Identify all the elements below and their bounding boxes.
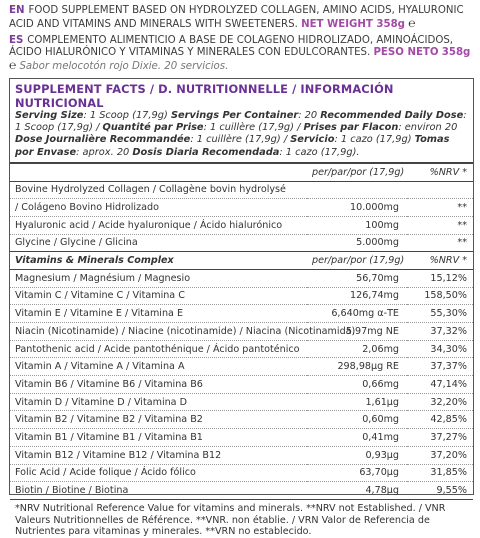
nutrient-name: Hyaluronic acid / Acide hyaluronique / Ácido hialurónico (10, 216, 307, 234)
nutrient-value: 0,66mg (307, 376, 407, 394)
nutrient-name: Magnesium / Magnésium / Magnesio (10, 269, 307, 287)
servings-per-container-value: : 20 (298, 110, 318, 121)
nutrient-value: 1,61µg (307, 393, 407, 411)
nutrient-nrv: 9,55% (407, 482, 473, 500)
nutrient-nrv: 31,85% (407, 464, 473, 482)
nutrient-name: Vitamin C / Vitamine C / Vitamina C (10, 287, 307, 305)
table-row (10, 216, 473, 234)
servings-per-container-label: Servings Per Container (170, 110, 299, 121)
lang-code-en: EN (9, 5, 25, 16)
nutrient-name: Glycine / Glycine / Glicina (10, 234, 307, 252)
supplement-facts-panel (9, 78, 474, 538)
nutrient-value: 0,41mg (307, 429, 407, 447)
nutrient-nrv: ** (407, 216, 473, 234)
quantite-prise-label: Quantité par Prise (102, 122, 204, 134)
net-weight-es-label: PESO NETO (373, 46, 439, 58)
table-row (10, 234, 473, 252)
serving-info (10, 110, 473, 159)
table-row (10, 181, 473, 199)
nutrition-table (10, 164, 473, 500)
quantite-prise-value: : 1 cuillère (17,9g) / (203, 122, 301, 134)
nutrient-name: Pantothenic acid / Acide pantothénique / Ácido pantoténico (10, 340, 307, 358)
section-title: Vitamins & Minerals Complex (10, 252, 307, 270)
nutrient-name: Bovine Hydrolyzed Collagen / Collagène bovin hydrolysé (10, 181, 307, 199)
nutrient-name: Vitamin B6 / Vitamine B6 / Vitamina B6 (10, 376, 307, 394)
recommended-dose-value: : 1 Scoop (17,9g) / (15, 110, 467, 134)
nutrient-value: 10.000mg (307, 199, 407, 217)
nutrient-name: Vitamin A / Vitamine A / Vitamina A (10, 358, 307, 376)
table-row (10, 411, 473, 429)
flavor-text: Sabor melocotón rojo Dixie. 20 servicios. (19, 61, 229, 73)
footnote: *NRV Nutritional Reference Value for vitamins and minerals. **NRV not Established. / VNR Valeurs Nutritionnelles de Référence. **VNR. non établie. / VRN Valor de Referencia de Nutrientes para vitaminas y minerales. **VRN no establecido. (15, 502, 446, 538)
nutrient-value: 100mg (307, 216, 407, 234)
description-es (9, 35, 474, 74)
column-header-blank (10, 164, 307, 181)
estimated-sign-icon-es: ℮ (9, 58, 17, 73)
nutrient-nrv: ** (407, 199, 473, 217)
recommended-dose-label: Recommended Daily Dose (320, 110, 464, 121)
table-row (10, 340, 473, 358)
table-row (10, 464, 473, 482)
column-header-value: per/par/por (17,9g) (307, 164, 407, 181)
nutrient-value: 63,70µg (307, 464, 407, 482)
facts-title: SUPPLEMENT FACTS / D. NUTRITIONNELLE / INFORMACIÓN NUTRICIONAL (15, 82, 394, 110)
table-row (10, 305, 473, 323)
description-en (9, 5, 474, 32)
dosis-diaria-value: : 1 cazo (17,9g). (279, 146, 360, 158)
servicio-value: : 1 cazo (17,9g) (334, 134, 412, 146)
servicio-label: Servicio (290, 134, 335, 146)
nutrient-value: 4,78µg (307, 482, 407, 500)
table-row (10, 393, 473, 411)
nutrient-value: 6,640mg α-TE (307, 305, 407, 323)
section-nrv-header: %NRV * (407, 252, 473, 270)
nutrient-nrv: 37,32% (407, 323, 473, 341)
column-header-nrv: %NRV * (407, 164, 473, 181)
nutrient-name: Vitamin B2 / Vitamine B2 / Vitamina B2 (10, 411, 307, 429)
section-value-header: per/par/por (17,9g) (307, 252, 407, 270)
nutrient-value: 2,06mg (307, 340, 407, 358)
table-row (10, 376, 473, 394)
table-row (10, 429, 473, 447)
nutrient-name: Niacin (Nicotinamide) / Niacine (nicotinamide) / Niacina (Nicotinamida) (10, 323, 307, 341)
dosis-diaria-label: Dosis Diaria Recomendada (132, 146, 280, 158)
description-es-text: COMPLEMENTO ALIMENTICIO A BASE DE COLAGENO HIDROLIZADO, AMINOÁCIDOS, ÁCIDO HIALURÓNICO Y VITAMINAS Y MINERALES CON EDULCORANTES. (9, 34, 454, 58)
product-description (0, 0, 480, 73)
lang-code-es: ES (9, 34, 24, 46)
nutrient-name: Vitamin B1 / Vitamine B1 / Vitamina B1 (10, 429, 307, 447)
estimated-sign-icon: ℮ (408, 16, 416, 31)
nutrient-nrv: 55,30% (407, 305, 473, 323)
nutrient-nrv: 42,85% (407, 411, 473, 429)
nutrient-name: Vitamin B12 / Vitamine B12 / Vitamina B12 (10, 446, 307, 464)
prises-flacon-label: Prises par Flacon (303, 122, 399, 134)
nutrient-value: 56,70mg (307, 269, 407, 287)
section-header-row (10, 252, 473, 270)
nutrient-nrv: 15,12% (407, 269, 473, 287)
nutrient-nrv: ** (407, 234, 473, 252)
table-row (10, 323, 473, 341)
nutrient-nrv: 32,20% (407, 393, 473, 411)
nutrient-name: / Colágeno Bovino Hidrolizado (10, 199, 307, 217)
nutrient-nrv: 37,27% (407, 429, 473, 447)
serving-size-label: Serving Size (15, 110, 84, 121)
nutrient-name: Vitamin D / Vitamine D / Vitamina D (10, 393, 307, 411)
nutrient-value: 0,93µg (307, 446, 407, 464)
nutrient-nrv: 158,50% (407, 287, 473, 305)
nutrient-value: 5.000mg (307, 234, 407, 252)
nutrient-nrv: 34,30% (407, 340, 473, 358)
nutrient-name: Vitamin E / Vitamine E / Vitamina E (10, 305, 307, 323)
column-header-row (10, 164, 473, 181)
nutrient-name: Folic Acid / Acide folique / Ácido fólico (10, 464, 307, 482)
nutrient-nrv: 47,14% (407, 376, 473, 394)
nutrient-name: Biotin / Biotine / Biotina (10, 482, 307, 500)
nutrient-nrv: 37,20% (407, 446, 473, 464)
nutrient-nrv: 37,37% (407, 358, 473, 376)
table-row (10, 287, 473, 305)
tomas-envase-value: : aprox. 20 (76, 146, 130, 158)
nutrient-nrv (407, 181, 473, 199)
nutrient-value: 126,74mg (307, 287, 407, 305)
table-row (10, 482, 473, 500)
net-weight-es-value: 358g (441, 46, 471, 58)
net-weight-en: NET WEIGHT 358g (301, 19, 405, 31)
table-row (10, 199, 473, 217)
nutrient-value: 298,98µg RE (307, 358, 407, 376)
nutrient-value: 5,97mg NE (307, 323, 407, 341)
table-row (10, 446, 473, 464)
nutrient-value (307, 181, 407, 199)
table-row (10, 269, 473, 287)
serving-size-value: : 1 Scoop (17,9g) (83, 110, 168, 121)
prises-flacon-value: : environ 20 (398, 122, 458, 134)
table-row (10, 358, 473, 376)
dose-journaliere-label: Dose Journalière Recommandée (15, 134, 191, 146)
tomas-envase-label: Tomas por Envase (15, 134, 450, 158)
description-en-text: FOOD SUPPLEMENT BASED ON HYDROLYZED COLLAGEN, AMINO ACIDS, HYALURONIC ACID AND VITAMINS AND MINERALS WITH SWEETENERS. (9, 5, 464, 31)
nutrient-value: 0,60mg (307, 411, 407, 429)
dose-journaliere-value: : 1 cuillère (17,9g) / (190, 134, 288, 146)
